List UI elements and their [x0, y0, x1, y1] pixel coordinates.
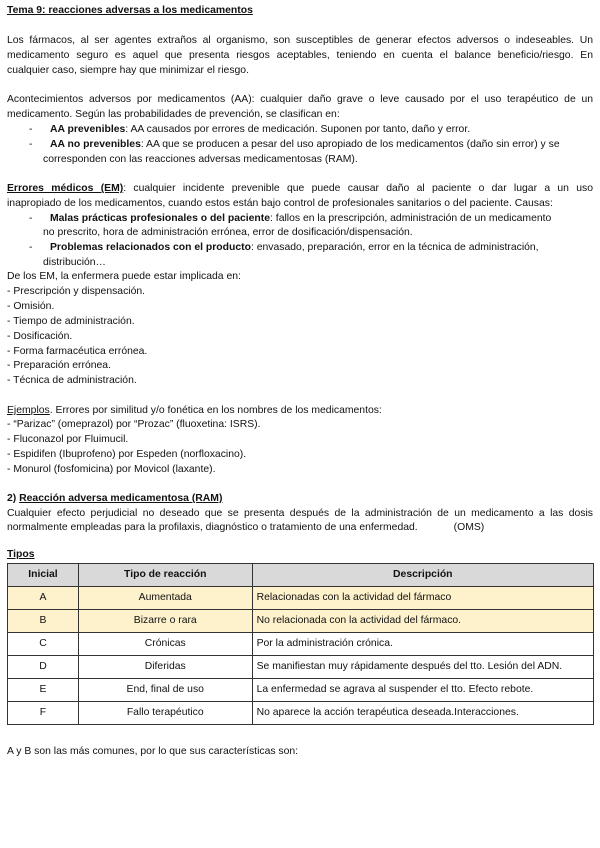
dash-marker: - — [29, 139, 33, 150]
description-cell: Se manifiestan muy rápidamente después del tto. Lesión del ADN. — [252, 656, 593, 679]
intro-line-2: medicamento seguro es aquel que presenta riesgos aceptables, teniendo en cuenta el balance beneficio/riesgo. En — [7, 50, 593, 61]
dash-marker: - — [29, 124, 33, 135]
initial-cell: D — [8, 656, 79, 679]
nurse-item: - Prescripción y dispensación. — [7, 286, 146, 297]
initial-cell: E — [8, 679, 79, 702]
nurse-item: - Técnica de administración. — [7, 375, 137, 386]
type-cell: Bizarre o rara — [78, 610, 252, 633]
bullet-text: AA prevenibles: AA causados por errores de medicación. Suponen por tanto, daño y error. — [50, 124, 471, 135]
nurse-item: - Omisión. — [7, 301, 55, 312]
table-row — [8, 656, 594, 679]
description-cell: No aparece la acción terapéutica deseada.Interacciones. — [252, 702, 593, 725]
column-header: Inicial — [8, 564, 79, 587]
type-cell: Diferidas — [78, 656, 252, 679]
table-row — [8, 679, 594, 702]
em-bullet-continuation: distribución… — [43, 257, 106, 268]
column-header: Tipo de reacción — [78, 564, 252, 587]
intro-line-1: Los fármacos, al ser agentes extraños al organismo, son susceptibles de generar efectos adversos o indeseables. Un — [7, 35, 593, 46]
type-cell: Aumentada — [78, 587, 252, 610]
types-heading: Tipos — [7, 549, 35, 560]
aa-line-1: Acontecimientos adversos por medicamentos (AA): cualquier daño grave o leve causado por el uso terapéutico de un — [7, 94, 593, 105]
em-line-1: Errores médicos (EM): cualquier incidente prevenible que puede causar daño al paciente o dar lugar a un uso — [7, 183, 593, 194]
nurse-item: - Preparación errónea. — [7, 360, 111, 371]
page-title: Tema 9: reacciones adversas a los medicamentos — [7, 5, 253, 16]
table-row — [8, 587, 594, 610]
intro-line-3: cualquier caso, siempre hay que minimizar el riesgo. — [7, 65, 249, 76]
closing-text: A y B son las más comunes, por lo que sus características son: — [7, 746, 299, 757]
aa-line-2: medicamento. Según las probabilidades de prevención, se clasifican en: — [7, 109, 340, 120]
ram-definition-2: normalmente empleadas para la profilaxis, diagnóstico o tratamiento de una enfermedad. (OMS) — [7, 522, 485, 533]
ram-number: 2) — [7, 493, 20, 504]
em-line-2: inapropiado de los medicamentos, cuando estos están bajo control de profesionales sanitarios o del paciente. Causas: — [7, 198, 553, 209]
em-heading: Errores médicos (EM) — [7, 183, 124, 194]
nurse-item: - Tiempo de administración. — [7, 316, 135, 327]
nurse-item: - Forma farmacéutica errónea. — [7, 346, 148, 357]
bullet-text: AA no prevenibles: AA que se producen a pesar del uso apropiado de los medicamentos (daño sin error) y se — [50, 139, 560, 150]
description-cell: Por la administración crónica. — [252, 633, 593, 656]
type-cell: Fallo terapéutico — [78, 702, 252, 725]
ram-definition-1: Cualquier efecto perjudicial no deseado que se presenta después de la administración de un medicamento a las dosis — [7, 508, 593, 519]
examples-label: Ejemplos — [7, 405, 50, 416]
example-item: - “Parizac” (omeprazol) por “Prozac” (fluoxetina: ISRS). — [7, 419, 261, 430]
type-cell: Crónicas — [78, 633, 252, 656]
bullet-text: Malas prácticas profesionales o del paciente: fallos en la prescripción, administración de un medicamento — [50, 213, 552, 224]
initial-cell: B — [8, 610, 79, 633]
ram-heading-line — [7, 492, 593, 507]
dash-marker: - — [29, 242, 33, 253]
types-table — [7, 563, 594, 725]
description-cell: No relacionada con la actividad del fármaco. — [252, 610, 593, 633]
ram-source: (OMS) — [453, 522, 485, 533]
table-row — [8, 610, 594, 633]
em-bullet-continuation: no prescrito, hora de administración errónea, error de dosificación/dispensación. — [43, 227, 413, 238]
examples-intro: Ejemplos. Errores por similitud y/o fonética en los nombres de los medicamentos: — [7, 405, 382, 416]
example-item: - Fluconazol por Fluimucil. — [7, 434, 129, 445]
ram-heading: Reacción adversa medicamentosa (RAM) — [19, 493, 223, 504]
example-item: - Espidifen (Ibuprofeno) por Espeden (norfloxacino). — [7, 449, 247, 460]
table-row — [8, 633, 594, 656]
column-header: Descripción — [252, 564, 593, 587]
dash-marker: - — [29, 213, 33, 224]
description-cell: La enfermedad se agrava al suspender el tto. Efecto rebote. — [252, 679, 593, 702]
nurse-intro: De los EM, la enfermera puede estar implicada en: — [7, 271, 241, 282]
initial-cell: A — [8, 587, 79, 610]
initial-cell: C — [8, 633, 79, 656]
nurse-item: - Dosificación. — [7, 331, 73, 342]
aa-bullet-continuation: corresponden con las reacciones adversas medicamentosas (RAM). — [43, 154, 358, 165]
example-item: - Monurol (fosfomicina) por Movicol (laxante). — [7, 464, 216, 475]
description-cell: Relacionadas con la actividad del fármaco — [252, 587, 593, 610]
table-row — [8, 702, 594, 725]
table-header-row — [8, 564, 594, 587]
initial-cell: F — [8, 702, 79, 725]
type-cell: End, final de uso — [78, 679, 252, 702]
bullet-text: Problemas relacionados con el producto: envasado, preparación, error en la técnica de administración, — [50, 242, 539, 253]
